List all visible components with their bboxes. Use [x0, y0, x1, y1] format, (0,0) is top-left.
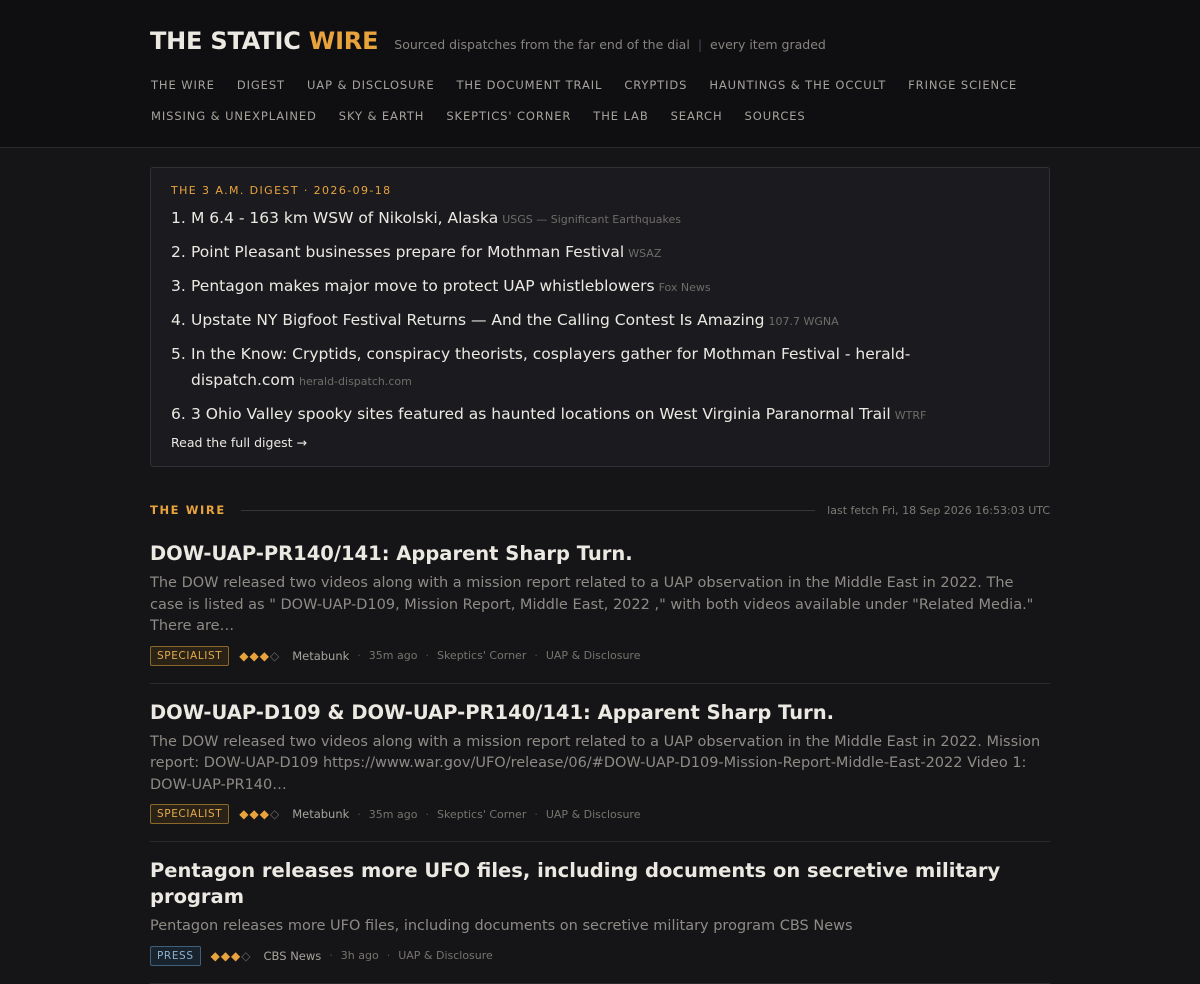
digest-item-number: 4.: [171, 311, 186, 329]
story-source-link[interactable]: Metabunk: [292, 807, 350, 821]
story-section-link[interactable]: Skeptics' Corner: [436, 649, 527, 662]
digest-item: [171, 341, 1029, 395]
brand-row: [150, 27, 1050, 57]
rating-on: ◆◆◆: [239, 648, 270, 663]
story-source-link[interactable]: CBS News: [263, 948, 322, 963]
digest-list: [171, 205, 1029, 429]
wire-header: [150, 503, 1050, 517]
nav-sky-earth[interactable]: SKY & EARTH: [338, 109, 425, 123]
logo-main: THE STATIC: [150, 27, 301, 55]
rating-on: ◆◆◆: [210, 948, 242, 963]
rating-off: ◇: [241, 948, 252, 963]
story-title-link[interactable]: DOW-UAP-PR140/141: Apparent Sharp Turn.: [150, 542, 633, 565]
nav-the-lab[interactable]: THE LAB: [593, 109, 649, 123]
story-meta: SPECIALIST ◆◆◆◇ Metabunk · 35m ago · Skeptics' Corner · UAP & Disclosure: [150, 645, 1050, 667]
digest-item: [171, 401, 1029, 429]
site-header: [0, 0, 1200, 148]
digest-item-link[interactable]: M 6.4 - 163 km WSW of Nikolski, Alaska: [191, 209, 499, 227]
digest-item-link[interactable]: Point Pleasant businesses prepare for Mothman Festival: [191, 243, 625, 261]
rating-diamonds-icon: [239, 649, 280, 663]
read-full-digest-link[interactable]: Read the full digest →: [171, 435, 308, 450]
tagline-separator: |: [697, 37, 703, 52]
digest-item: [171, 307, 1029, 335]
story-age: 35m ago: [368, 807, 418, 821]
digest-item-source: herald-dispatch.com: [299, 375, 412, 388]
nav-hauntings-occult[interactable]: HAUNTINGS & THE OCCULT: [709, 78, 887, 92]
logo-accent: WIRE: [308, 27, 379, 55]
digest-item: [171, 205, 1029, 233]
nav-uap-disclosure[interactable]: UAP & DISCLOSURE: [306, 78, 435, 92]
site-logo[interactable]: [150, 27, 378, 55]
site-tagline: [394, 37, 826, 52]
tagline-grade: every item graded: [710, 37, 826, 52]
rating-diamonds-icon: [239, 807, 280, 821]
nav-sources[interactable]: SOURCES: [744, 109, 806, 123]
rating-off: ◇: [269, 807, 281, 821]
story-age: 3h ago: [340, 949, 379, 962]
wire-story: [150, 517, 1050, 684]
digest-item-source: USGS — Significant Earthquakes: [502, 213, 681, 226]
last-fetch-timestamp: last fetch Fri, 18 Sep 2026 16:53:03 UTC: [827, 503, 1050, 517]
source-grade-badge: PRESS: [150, 946, 201, 966]
story-summary: Pentagon releases more UFO files, including documents on secretive military program CBS News: [150, 918, 853, 934]
digest-item: [171, 273, 1029, 301]
story-topic-link[interactable]: UAP & Disclosure: [545, 807, 641, 821]
main-content: [150, 167, 1050, 984]
nav-cryptids[interactable]: CRYPTIDS: [624, 78, 688, 92]
digest-panel: [150, 167, 1050, 467]
digest-item-number: 5.: [171, 345, 186, 363]
nav-skeptics-corner[interactable]: SKEPTICS' CORNER: [446, 109, 572, 123]
wire-story: [150, 684, 1050, 843]
source-grade-badge: SPECIALIST: [150, 646, 229, 666]
story-section-link[interactable]: UAP & Disclosure: [398, 949, 493, 962]
digest-item-link[interactable]: Upstate NY Bigfoot Festival Returns — And the Calling Contest Is Amazing: [191, 311, 765, 329]
nav-missing-unexplained[interactable]: MISSING & UNEXPLAINED: [151, 109, 317, 123]
tagline-text: Sourced dispatches from the far end of the dial: [394, 37, 690, 52]
rating-off: ◇: [269, 648, 281, 663]
nav-digest[interactable]: DIGEST: [236, 78, 285, 92]
main-nav: [140, 70, 1050, 132]
wire-story: [150, 842, 1050, 984]
digest-item-link[interactable]: 3 Ohio Valley spooky sites featured as haunted locations on West Virginia Paranormal Trail: [191, 405, 891, 423]
rating-diamonds-icon: [211, 949, 252, 963]
story-meta: SPECIALIST ◆◆◆◇ Metabunk · 35m ago · Skeptics' Corner · UAP & Disclosure: [150, 803, 1050, 825]
digest-item-link[interactable]: Pentagon makes major move to protect UAP whistleblowers: [191, 277, 655, 295]
nav-fringe-science[interactable]: FRINGE SCIENCE: [908, 78, 1018, 92]
story-title-link[interactable]: Pentagon releases more UFO files, including documents on secretive military program: [150, 859, 1001, 908]
story-topic-link[interactable]: UAP & Disclosure: [545, 649, 641, 662]
story-source-link[interactable]: Metabunk: [292, 648, 350, 663]
digest-item-number: 2.: [171, 243, 186, 261]
story-age: 35m ago: [368, 649, 418, 662]
story-meta: PRESS ◆◆◆◇ CBS News · 3h ago · UAP & Disclosure: [150, 945, 1050, 967]
digest-item-source: WTRF: [894, 409, 927, 422]
rating-on: ◆◆◆: [239, 807, 270, 821]
nav-the-wire[interactable]: THE WIRE: [151, 78, 215, 92]
wire-divider: [241, 510, 815, 511]
digest-item-number: 1.: [171, 209, 186, 227]
nav-document-trail[interactable]: THE DOCUMENT TRAIL: [456, 78, 603, 92]
nav-search[interactable]: SEARCH: [670, 109, 723, 123]
digest-item-link[interactable]: In the Know: Cryptids, conspiracy theorists, cosplayers gather for Mothman Festival - herald-dispatch.com: [191, 345, 911, 389]
story-section-link[interactable]: Skeptics' Corner: [436, 807, 527, 821]
digest-item-number: 6.: [171, 405, 186, 423]
wire-title: THE WIRE: [150, 503, 226, 517]
digest-item-source: 107.7 WGNA: [768, 315, 839, 328]
digest-item-source: WSAZ: [628, 247, 662, 260]
source-grade-badge: SPECIALIST: [150, 804, 229, 824]
story-title-link[interactable]: DOW-UAP-D109 & DOW-UAP-PR140/141: Apparent Sharp Turn.: [150, 700, 835, 724]
digest-item-source: Fox News: [658, 281, 711, 294]
story-summary: The DOW released two videos along with a mission report related to a UAP observation in the Middle East in 2022. Mission report: DOW-UAP-D109 https://www.war.gov/UFO/release/06/#DOW-UAP-D109-Mission-Report-Middle-East-2022 Video 1: DOW-UAP-PR140…: [150, 733, 1041, 793]
digest-item-number: 3.: [171, 277, 186, 295]
digest-title: THE 3 A.M. DIGEST · 2026-09-18: [171, 184, 392, 197]
digest-item: [171, 239, 1029, 267]
story-summary: The DOW released two videos along with a mission report related to a UAP observation in the Middle East in 2022. The case is listed as " DOW-UAP-D109, Mission Report, Middle East, 2022 ," with both videos available under "Related Media." There are…: [150, 575, 1034, 634]
